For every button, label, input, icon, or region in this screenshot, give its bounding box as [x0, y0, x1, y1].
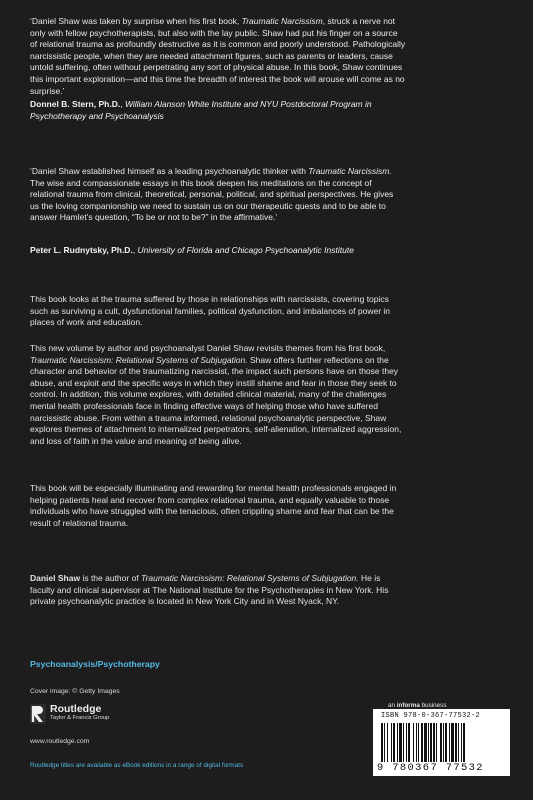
text-line: relational trauma from clinical, theoretical, personal, political, and spiritual perspectives. He gives [30, 189, 394, 200]
text-line: narcissistic abuse. From within a trauma informed, relational psychoanalytic perspective, Shaw [30, 412, 387, 423]
barcode-bar [463, 723, 465, 762]
text-line: abuse, and exploit and the specific ways in which they instill shame and fear in those they seek to [30, 377, 397, 388]
barcode-bar [416, 723, 417, 762]
barcode-bar [393, 723, 395, 762]
barcode-bar [384, 723, 385, 762]
text-line: ‘Daniel Shaw established himself as a leading psychoanalytic thinker with Traumatic Narcissism. [30, 166, 392, 176]
text-line: this important exploration—and this time the breadth of interest the book will arouse will come as no [30, 73, 405, 84]
barcode-bar [436, 723, 437, 762]
description-paragraph-2 [30, 343, 502, 447]
barcode-bar [418, 723, 419, 762]
barcode-bar [403, 723, 404, 762]
text-line: surprise.’ [30, 85, 65, 96]
text-line: This new volume by author and psychoanalyst Daniel Shaw revisits themes from his first book, [30, 343, 386, 353]
text-line: explores themes of attachment to internalized perpetrators, self-alienation, internalized aggression, [30, 424, 402, 435]
text-line: mental health professionals face in finding effective ways of helping those who have suffered [30, 400, 378, 411]
endorsement-1-attribution: Donnel B. Stern, Ph.D., William Alanson White Institute and NYU Postdoctoral Program in Psychotherapy and Psychoanalysis [30, 99, 372, 121]
subject-category: Psychoanalysis/Psychotherapy [30, 659, 160, 669]
barcode-bar [451, 723, 454, 762]
barcode-bar [399, 723, 402, 762]
text-line: ‘Daniel Shaw was taken by surprise when his first book, Traumatic Narcissism, struck a nerve not [30, 16, 396, 26]
barcode-bar [445, 723, 447, 762]
text-line: such as surviving a cult, dysfunctional families, political dysfunction, and imbalances of power in [30, 305, 391, 316]
text-line: faculty and clinical supervisor at The National Institute for the Psychotherapies in New York. His [30, 584, 389, 595]
barcode-bar [440, 723, 442, 762]
barcode-bar [449, 723, 450, 762]
barcode-bar [424, 723, 427, 762]
text-line: Traumatic Narcissism: Relational Systems of Subjugation. Shaw offers further reflections on the [30, 354, 389, 365]
text-line: This book looks at the trauma suffered by those in relationships with narcissists, covering topics [30, 294, 389, 304]
barcode-digits: 9 780367 77532 [377, 762, 484, 774]
text-line: and loss of faith in the value and meaning of being alive. [30, 435, 242, 446]
description-paragraph-1 [30, 294, 502, 329]
publisher-group: Taylor & Francis Group [50, 715, 110, 721]
text-line: places of work and education. [30, 317, 143, 328]
informa-tagline: an informa business [388, 702, 447, 709]
text-line: The wise and compassionate essays in this book deepen his meditations on the concept of [30, 177, 372, 188]
text-line: only with fellow psychotherapists, but also with the lay public. Shaw had put his finger on a source [30, 27, 398, 38]
barcode-bar [397, 723, 398, 762]
text-line: Daniel Shaw is the author of Traumatic Narcissism: Relational Systems of Subjugation. He is [30, 573, 381, 583]
barcode-bars [381, 723, 502, 762]
publisher-name: Routledge [50, 703, 102, 715]
author-bio [30, 573, 502, 608]
text-line: individuals who have struggled with the tenacious, often crippling shame and fear that can be the [30, 506, 394, 517]
endorser-name: Donnel B. Stern, Ph.D. [30, 99, 121, 109]
barcode-bar [428, 723, 429, 762]
description-paragraph-3 [30, 483, 502, 529]
endorser-affiliation: University of Florida and Chicago Psychoanalytic Institute [137, 245, 354, 255]
text-line: This book will be especially illuminating and rewarding for mental health professionals engaged in [30, 483, 397, 493]
text-line: helping patients heal and recover from complex relational trauma, and equally valuable to those [30, 494, 390, 505]
barcode-bar [387, 723, 388, 762]
publisher-url: www.routledge.com [30, 738, 90, 745]
text-line: result of relational trauma. [30, 517, 129, 528]
text-line: untold suffering, often without perpetrating any sort of physical abuse. In this book, Shaw continues [30, 62, 403, 73]
text-line: character and behavior of the traumatizing narcissist, the impact such persons have on those they [30, 366, 399, 377]
endorser-affiliation: William Alanson White Institute and NYU Postdoctoral Program in [124, 99, 372, 109]
isbn-label: ISBN 978-0-367-77532-2 [381, 712, 481, 720]
text-line: of relational trauma as profoundly destructive as it is common and poorly understood. Pathologically [30, 39, 406, 50]
endorser-affiliation-cont: Psychotherapy and Psychoanalysis [30, 110, 164, 121]
endorsement-1-text [30, 16, 502, 97]
routledge-r-icon [30, 704, 46, 724]
barcode-bar [421, 723, 423, 762]
ebook-note: Routledge titles are available as eBook editions in a range of digital formats [30, 762, 244, 769]
text-line: private psychoanalytic practice is located in New York City and in West Nyack, NY. [30, 596, 340, 607]
text-line: answer Hamlet’s question, “To be or not to be?” in the affirmative.’ [30, 212, 278, 223]
informa-brand: informa [396, 702, 420, 709]
barcode-bar [406, 723, 407, 762]
text-line: control. In addition, this volume explores, with detailed clinical material, many of the challenges [30, 389, 387, 400]
barcode-bar [443, 723, 444, 762]
barcode-bar [391, 723, 392, 762]
cover-credit: Cover image: © Getty Images [30, 688, 120, 695]
barcode-bar [455, 723, 457, 762]
barcode-bar [433, 723, 435, 762]
endorsement-2-attribution: Peter L. Rudnytsky, Ph.D., University of Florida and Chicago Psychoanalytic Institute [30, 245, 354, 255]
text-line: us the loving companionship we need to sustain us on our therapeutic quests and to be able to [30, 200, 386, 211]
endorsement-2-text [30, 166, 502, 224]
barcode-bar [461, 723, 462, 762]
barcode-bar [458, 723, 459, 762]
barcode-bar [413, 723, 414, 762]
text-line: narcissistic people, when they are needed attachment figures, such as parents or leaders, cause [30, 50, 393, 61]
endorser-name: Peter L. Rudnytsky, Ph.D. [30, 245, 133, 255]
barcode-bar [381, 723, 383, 762]
barcode-bar [408, 723, 410, 762]
routledge-logo [30, 704, 109, 724]
barcode-bar [430, 723, 432, 762]
